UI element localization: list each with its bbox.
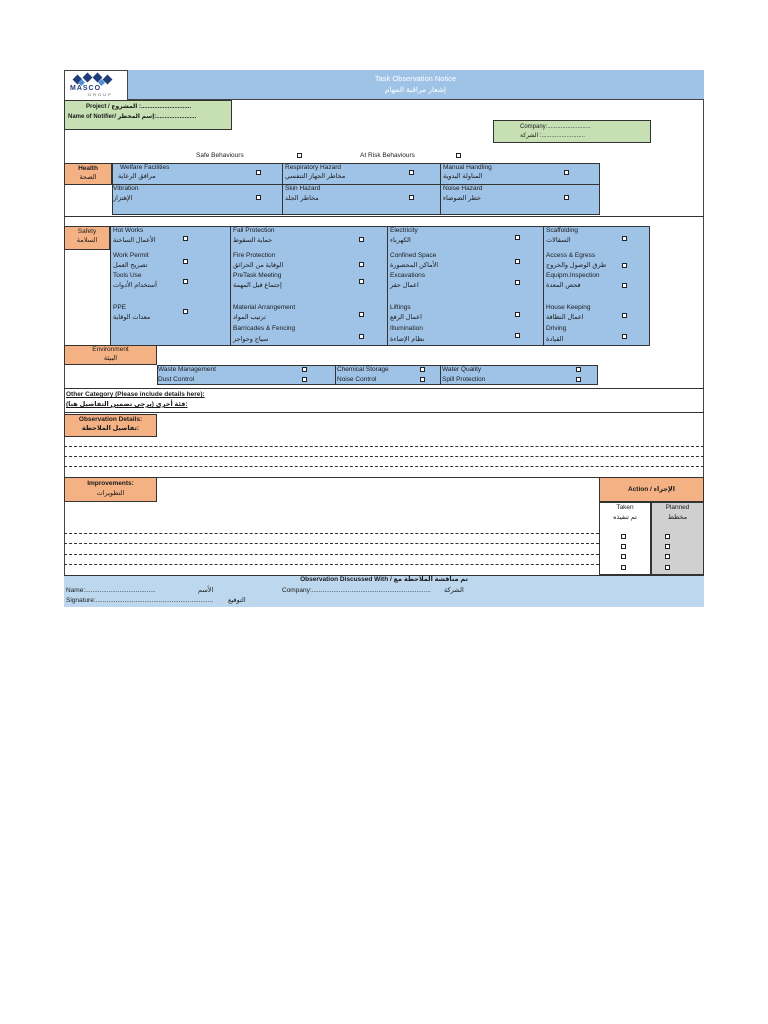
- safety-item-ar: الأماكن المحصورة: [390, 262, 439, 269]
- safety-item-en: House Keeping: [546, 304, 591, 311]
- environment-item-checkbox[interactable]: [302, 377, 307, 382]
- safety-item-en: Illumination: [390, 325, 423, 332]
- safety-item-checkbox[interactable]: [515, 280, 520, 285]
- health-item-ar: مخاطر الجلد: [285, 195, 319, 202]
- safety-item-en: Hot Works: [113, 227, 144, 234]
- safe-behaviours-checkbox[interactable]: [297, 153, 302, 158]
- safety-item-ar: أستخدام الأدوات: [113, 282, 157, 289]
- improvement-line[interactable]: [64, 554, 599, 555]
- safety-item-checkbox[interactable]: [515, 259, 520, 264]
- footer-signature-field[interactable]: Signature:.................................................................: [66, 597, 214, 604]
- health-item-checkbox[interactable]: [409, 170, 414, 175]
- environment-item-checkbox[interactable]: [420, 377, 425, 382]
- health-item-en: Noise Hazard: [443, 185, 483, 192]
- improvement-line[interactable]: [64, 543, 599, 544]
- health-item-ar: خطر الضوضاء: [443, 195, 482, 202]
- environment-item-label: Spill Protection: [442, 376, 486, 383]
- action-taken-label: Taken: [616, 504, 634, 511]
- safety-item-ar: اعمال النظافة: [546, 314, 584, 321]
- environment-item-checkbox[interactable]: [576, 367, 581, 372]
- action-planned-checkbox[interactable]: [665, 534, 670, 539]
- safety-item-ar: معدات الوقاية: [113, 314, 151, 321]
- observation-details-label-ar: تفاصيل الملاحظة:: [81, 425, 140, 432]
- safety-item-en: PreTask Meeting: [233, 272, 282, 279]
- footer-title: Observation Discussed With / تم مناقشة الملاحظة مع: [300, 576, 468, 583]
- improvement-line[interactable]: [64, 564, 599, 565]
- safety-item-en: Scaffolding: [546, 227, 579, 234]
- safety-item-checkbox[interactable]: [515, 235, 520, 240]
- safety-item-checkbox[interactable]: [183, 259, 188, 264]
- observation-details-label: Observation Details:: [78, 416, 143, 423]
- environment-item-label: Dust Control: [158, 376, 195, 383]
- health-item-ar: المناولة اليدوية: [443, 173, 483, 180]
- company-logo: [66, 72, 126, 98]
- at-risk-behaviours-label: At Risk Behaviours: [360, 152, 415, 159]
- safety-item-ar: طرق الوصول والخروج: [546, 262, 607, 269]
- safety-item-checkbox[interactable]: [183, 279, 188, 284]
- safety-item-checkbox[interactable]: [622, 236, 627, 241]
- safety-item-ar: ترتيب المواد: [233, 314, 266, 321]
- action-planned-col: [651, 502, 704, 575]
- improvements-label-ar: التطويرات: [96, 490, 125, 497]
- action-taken-checkbox[interactable]: [621, 544, 626, 549]
- environment-label-en: Environment: [92, 346, 129, 353]
- safety-item-ar: سياج وحواجز: [233, 336, 269, 343]
- environment-item-label: Water Quality: [442, 366, 482, 373]
- logo-text: MASCO: [70, 85, 102, 92]
- health-item-en: Vibration: [113, 185, 139, 192]
- health-item-checkbox[interactable]: [256, 170, 261, 175]
- health-item-en: Welfare Facilities: [120, 164, 170, 171]
- safety-item-ar: الكهرباء: [390, 237, 411, 244]
- safety-item-ar: السقالات: [546, 237, 571, 244]
- safety-item-ar: القيادة: [546, 336, 564, 343]
- safety-item-en: PPE: [113, 304, 127, 311]
- health-item-en: Manual Handling: [443, 164, 492, 171]
- health-grid: [112, 163, 600, 215]
- safety-item-checkbox[interactable]: [622, 334, 627, 339]
- health-item-ar: مخاطر الجهاز التنفسي: [285, 173, 346, 180]
- safety-item-checkbox[interactable]: [515, 312, 520, 317]
- action-planned-label: Planned: [665, 504, 690, 511]
- safety-item-checkbox[interactable]: [359, 237, 364, 242]
- at-risk-behaviours-checkbox[interactable]: [456, 153, 461, 158]
- action-header: Action / الإجراء: [628, 486, 675, 493]
- observation-line[interactable]: [64, 446, 704, 447]
- safety-item-checkbox[interactable]: [622, 263, 627, 268]
- health-item-checkbox[interactable]: [256, 195, 261, 200]
- improvement-line[interactable]: [64, 533, 599, 534]
- action-planned-label-ar: مخطط: [667, 514, 688, 521]
- health-item-en: Respiratory Hazard: [285, 164, 341, 171]
- environment-item-label: Chemical Storage: [337, 366, 389, 373]
- improvements-label: Improvements:: [87, 480, 134, 487]
- safety-item-checkbox[interactable]: [359, 334, 364, 339]
- safety-item-checkbox[interactable]: [622, 313, 627, 318]
- safety-item-ar: الوقاية من الحرائق: [233, 262, 284, 269]
- notifier-field[interactable]: Name of Notifier/ إسم المخطر:........................: [68, 114, 197, 120]
- safety-item-en: Material Arrangement: [233, 304, 296, 311]
- title-en: Task Observation Notice: [374, 74, 457, 83]
- footer-company-field[interactable]: Company:..................................................................: [282, 587, 431, 594]
- safety-item-ar: اعمال حفر: [390, 282, 419, 289]
- observation-line[interactable]: [64, 466, 704, 467]
- action-taken-checkbox[interactable]: [621, 554, 626, 559]
- safety-item-ar: حماية السقوط: [233, 237, 273, 244]
- safety-item-en: Barricades & Fencing: [233, 325, 296, 332]
- environment-item-checkbox[interactable]: [420, 367, 425, 372]
- safety-item-en: Fall Protection: [233, 227, 275, 234]
- environment-item-label: Noise Control: [337, 376, 377, 383]
- safety-item-en: Access & Egress: [546, 252, 596, 259]
- safety-item-checkbox[interactable]: [183, 236, 188, 241]
- safety-item-en: Confined Space: [390, 252, 437, 259]
- safety-item-en: Liftings: [390, 304, 411, 311]
- other-category-label: Other Category (Please include details here):: [66, 391, 205, 398]
- observation-line[interactable]: [64, 456, 704, 457]
- safety-item-checkbox[interactable]: [515, 333, 520, 338]
- safety-item-en: Driving: [546, 325, 567, 332]
- safety-item-en: Work Permit: [113, 252, 149, 259]
- safety-item-checkbox[interactable]: [359, 262, 364, 267]
- environment-label-ar: البيئة: [103, 355, 118, 362]
- health-item-ar: مرافق الرعاية: [118, 173, 156, 180]
- title-ar: إشعار مراقبة المهام: [384, 85, 447, 94]
- safety-item-checkbox[interactable]: [183, 309, 188, 314]
- safety-item-en: Excavations: [390, 272, 426, 279]
- action-planned-checkbox[interactable]: [665, 565, 670, 570]
- action-taken-label-ar: تم تنفيذه: [613, 514, 637, 521]
- safety-item-ar: فحص المعدة: [546, 282, 581, 289]
- footer-name-label-ar: الأسم: [198, 587, 214, 594]
- action-planned-checkbox[interactable]: [665, 554, 670, 559]
- health-item-checkbox[interactable]: [409, 195, 414, 200]
- project-field[interactable]: Project / المشروع :..............................: [86, 104, 192, 110]
- safety-item-ar: إجتماع قبل المهمة: [233, 282, 282, 289]
- health-item-en: Skin Hazard: [285, 185, 321, 192]
- safety-item-checkbox[interactable]: [359, 312, 364, 317]
- safety-item-en: Equipm.Inspection: [546, 272, 600, 279]
- company-field-ar: الشركة :..........................: [520, 133, 585, 139]
- safety-item-ar: الأعمال الساخنة: [113, 237, 156, 244]
- health-item-checkbox[interactable]: [564, 170, 569, 175]
- environment-item-checkbox[interactable]: [302, 367, 307, 372]
- safety-item-en: Electricity: [390, 227, 418, 234]
- safety-item-ar: تصريح العمل: [113, 262, 148, 269]
- health-label-en: Health: [78, 165, 98, 172]
- action-taken-checkbox[interactable]: [621, 565, 626, 570]
- safety-item-checkbox[interactable]: [359, 279, 364, 284]
- environment-item-label: Waste Management: [158, 366, 216, 373]
- safety-item-en: Tools Use: [113, 272, 142, 279]
- footer-company-label-ar: الشركة: [444, 587, 464, 594]
- safety-item-ar: اعمال الرفع: [390, 314, 422, 321]
- safety-label-ar: السلامة: [76, 237, 98, 244]
- safety-item-en: Fire Protection: [233, 252, 276, 259]
- company-field[interactable]: Company:..........................: [520, 124, 591, 130]
- logo-subtext: GROUP: [88, 92, 113, 97]
- health-item-checkbox[interactable]: [564, 195, 569, 200]
- safety-label-en: Safety: [77, 228, 97, 235]
- environment-item-checkbox[interactable]: [576, 377, 581, 382]
- action-planned-checkbox[interactable]: [665, 544, 670, 549]
- safe-behaviours-label: Safe Behaviours: [196, 152, 244, 159]
- other-category-label-ar: فئة أخرى (يرجى تضمين التفاصيل هنا):: [66, 401, 188, 408]
- footer-name-field[interactable]: Name:.......................................: [66, 587, 156, 594]
- footer-signature-label-ar: التوقيع: [228, 597, 246, 604]
- health-label-ar: الصحة: [79, 174, 97, 181]
- safety-item-ar: نظام الإضاءة: [390, 336, 425, 343]
- health-item-ar: الإهتزاز: [113, 195, 133, 202]
- safety-item-checkbox[interactable]: [622, 283, 627, 288]
- action-taken-checkbox[interactable]: [621, 534, 626, 539]
